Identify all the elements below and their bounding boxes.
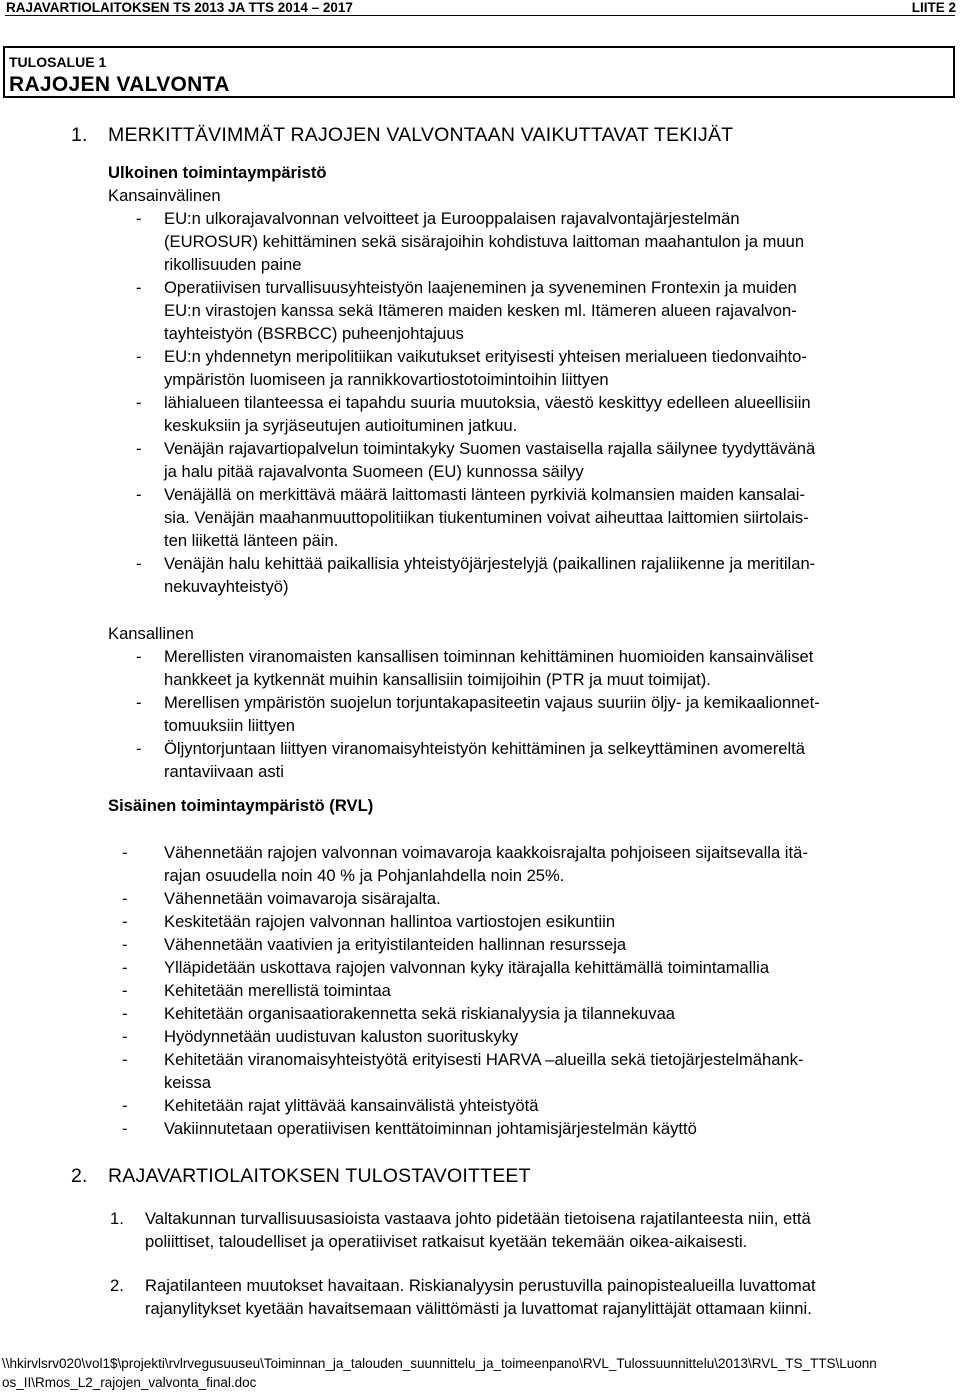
attachment-label: LIITE 2 — [911, 0, 956, 15]
bullet-dash: - — [136, 209, 142, 228]
list-item: ten liikettä länteen päin. — [164, 531, 339, 550]
list-item: keskuksiin ja syrjäseutujen autioituminen jatkuu. — [164, 416, 518, 435]
list-item: tomuuksiin liittyen — [164, 716, 295, 735]
bullet-dash: - — [122, 1004, 128, 1023]
result-area-box — [3, 46, 955, 98]
result-area-title: RAJOJEN VALVONTA — [9, 73, 230, 96]
bullet-dash: - — [136, 393, 142, 412]
bullet-dash: - — [122, 1096, 128, 1115]
section2-number: 2. — [71, 1165, 88, 1187]
list-item: Kehitetään merellistä toimintaa — [164, 981, 391, 1000]
list-item: Vähennetään rajojen valvonnan voimavaroja kaakkoisrajalta pohjoiseen sijaitsevalla itä- — [164, 843, 808, 862]
list-item: rikollisuuden paine — [164, 255, 302, 274]
goal-number: 1. — [110, 1209, 124, 1228]
file-path-line1: \\hkirvlsrv020\vol1$\projekti\rvlrvegusuuseu\Toiminnan_ja_talouden_suunnittelu_ja_toimeenpano\RVL_Tulossuunnittelu\2013\RVL_TS_TTS\Luonn — [2, 1356, 877, 1371]
bullet-dash: - — [136, 693, 142, 712]
bullet-dash: - — [136, 347, 142, 366]
bullet-dash: - — [136, 739, 142, 758]
goal-line: rajanylitykset kyetään havaitsemaan välittömästi ja luvattomat rajanylittäjät ottamaan kiinni. — [145, 1299, 812, 1318]
bullet-dash: - — [122, 1050, 128, 1069]
list-item: Kehitetään rajat ylittävää kansainvälistä yhteistyötä — [164, 1096, 539, 1115]
goal-line: poliittiset, taloudelliset ja operatiiviset ratkaisut kyetään tekemään oikea-aikaisesti. — [145, 1232, 748, 1251]
list-item: Vähennetään voimavaroja sisärajalta. — [164, 889, 441, 908]
list-item: Venäjän rajavartiopalvelun toimintakyky Suomen vastaisella rajalla säilynee tyydyttävänä — [164, 439, 816, 458]
list-item: EU:n ulkorajavalvonnan velvoitteet ja Eurooppalaisen rajavalvontajärjestelmän — [164, 209, 740, 228]
section1-number: 1. — [71, 124, 88, 146]
bullet-dash: - — [122, 981, 128, 1000]
list-item: (EUROSUR) kehittäminen sekä sisärajoihin kohdistuva laittoman maahantulon ja muun — [164, 232, 805, 251]
bullet-dash: - — [136, 554, 142, 573]
list-item: Ylläpidetään uskottava rajojen valvonnan kyky itärajalla kehittämällä toimintamallia — [164, 958, 770, 977]
list-item: rajan osuudella noin 40 % ja Pohjanlahdella noin 25%. — [164, 866, 565, 885]
list-item: nekuvayhteistyö) — [164, 577, 289, 596]
result-area-number: TULOSALUE 1 — [9, 54, 107, 70]
page-header — [6, 0, 956, 14]
bullet-dash: - — [122, 843, 128, 862]
goal-number: 2. — [110, 1276, 124, 1295]
bullet-dash: - — [122, 958, 128, 977]
list-item: Merellisten viranomaisten kansallisen toiminnan kehittäminen huomioiden kansainväliset — [164, 647, 814, 666]
list-item: Vähennetään vaativien ja erityistilanteiden hallinnan resursseja — [164, 935, 627, 954]
bullet-dash: - — [122, 912, 128, 931]
list-item: lähialueen tilanteessa ei tapahdu suuria muutoksia, väestö keskittyy edelleen alueellisiin — [164, 393, 811, 412]
bullet-dash: - — [136, 278, 142, 297]
bullet-dash: - — [122, 889, 128, 908]
section1-title: MERKITTÄVIMMÄT RAJOJEN VALVONTAAN VAIKUTTAVAT TEKIJÄT — [108, 124, 734, 146]
external-heading: Ulkoinen toimintaympäristö — [108, 163, 327, 182]
section2-title: RAJAVARTIOLAITOKSEN TULOSTAVOITTEET — [108, 1165, 531, 1187]
goal-line: Valtakunnan turvallisuusasioista vastaava johto pidetään tietoisena rajatilanteesta niin, että — [145, 1209, 811, 1228]
list-item: Venäjän halu kehittää paikallisia yhteistyöjärjestelyjä (paikallinen rajaliikenne ja meritilan- — [164, 554, 816, 573]
list-item: ja halu pitää rajavalvonta Suomeen (EU) kunnossa säilyy — [164, 462, 584, 481]
list-item: tayhteistyön (BSRBCC) puheenjohtajuus — [164, 324, 464, 343]
bullet-dash: - — [122, 1119, 128, 1138]
list-item: Kehitetään organisaatiorakennetta sekä riskianalyysia ja tilannekuvaa — [164, 1004, 676, 1023]
bullet-dash: - — [136, 439, 142, 458]
list-item: keissa — [164, 1073, 212, 1092]
list-item: EU:n yhdennetyn meripolitiikan vaikutukset erityisesti yhteisen merialueen tiedonvaihto- — [164, 347, 807, 366]
list-item: Operatiivisen turvallisuusyhteistyön laajeneminen ja syveneminen Frontexin ja muiden — [164, 278, 797, 297]
list-item: Keskitetään rajojen valvonnan hallintoa vartiostojen esikuntiin — [164, 912, 616, 931]
document-title: RAJAVARTIOLAITOKSEN TS 2013 JA TTS 2014 – 2017 — [6, 0, 353, 15]
list-item: Kehitetään viranomaisyhteistyötä erityisesti HARVA –alueilla sekä tietojärjestelmähank- — [164, 1050, 804, 1069]
international-heading: Kansainvälinen — [108, 186, 221, 205]
list-item: Vakiinnutetaan operatiivisen kenttätoiminnan johtamisjärjestelmän käyttö — [164, 1119, 697, 1138]
bullet-dash: - — [122, 935, 128, 954]
list-item: ympäristön luomiseen ja rannikkovartiostotoimintoihin liittyen — [164, 370, 609, 389]
bullet-dash: - — [136, 485, 142, 504]
national-heading: Kansallinen — [108, 624, 194, 643]
list-item: Venäjällä on merkittävä määrä laittomasti länteen pyrkiviä kolmansien maiden kansalai- — [164, 485, 806, 504]
internal-heading: Sisäinen toimintaympäristö (RVL) — [108, 796, 374, 815]
list-item: Öljyntorjuntaan liittyen viranomaisyhteistyön kehittäminen ja selkeyttäminen avomereltä — [164, 739, 806, 758]
bullet-dash: - — [136, 647, 142, 666]
file-path-line2: os_II\Rmos_L2_rajojen_valvonta_final.doc — [2, 1375, 257, 1390]
list-item: EU:n virastojen kanssa sekä Itämeren maiden kesken ml. Itämeren alueen rajavalvon- — [164, 301, 797, 320]
list-item: Hyödynnetään uudistuvan kaluston suorituskyky — [164, 1027, 519, 1046]
list-item: Merellisen ympäristön suojelun torjuntakapasiteetin vajaus suuriin öljy- ja kemikaalionnet- — [164, 693, 820, 712]
list-item: rantaviivaan asti — [164, 762, 284, 781]
goal-line: Rajatilanteen muutokset havaitaan. Riskianalyysin perustuvilla painopistealueilla luvattomat — [145, 1276, 816, 1295]
list-item: hankkeet ja kytkennät muihin kansallisiin toimijoihin (PTR ja muut toimijat). — [164, 670, 711, 689]
bullet-dash: - — [122, 1027, 128, 1046]
list-item: sia. Venäjän maahanmuuttopolitiikan tiukentuminen voivat aiheuttaa laittomien siirtolais- — [164, 508, 809, 527]
header-divider — [5, 15, 955, 16]
